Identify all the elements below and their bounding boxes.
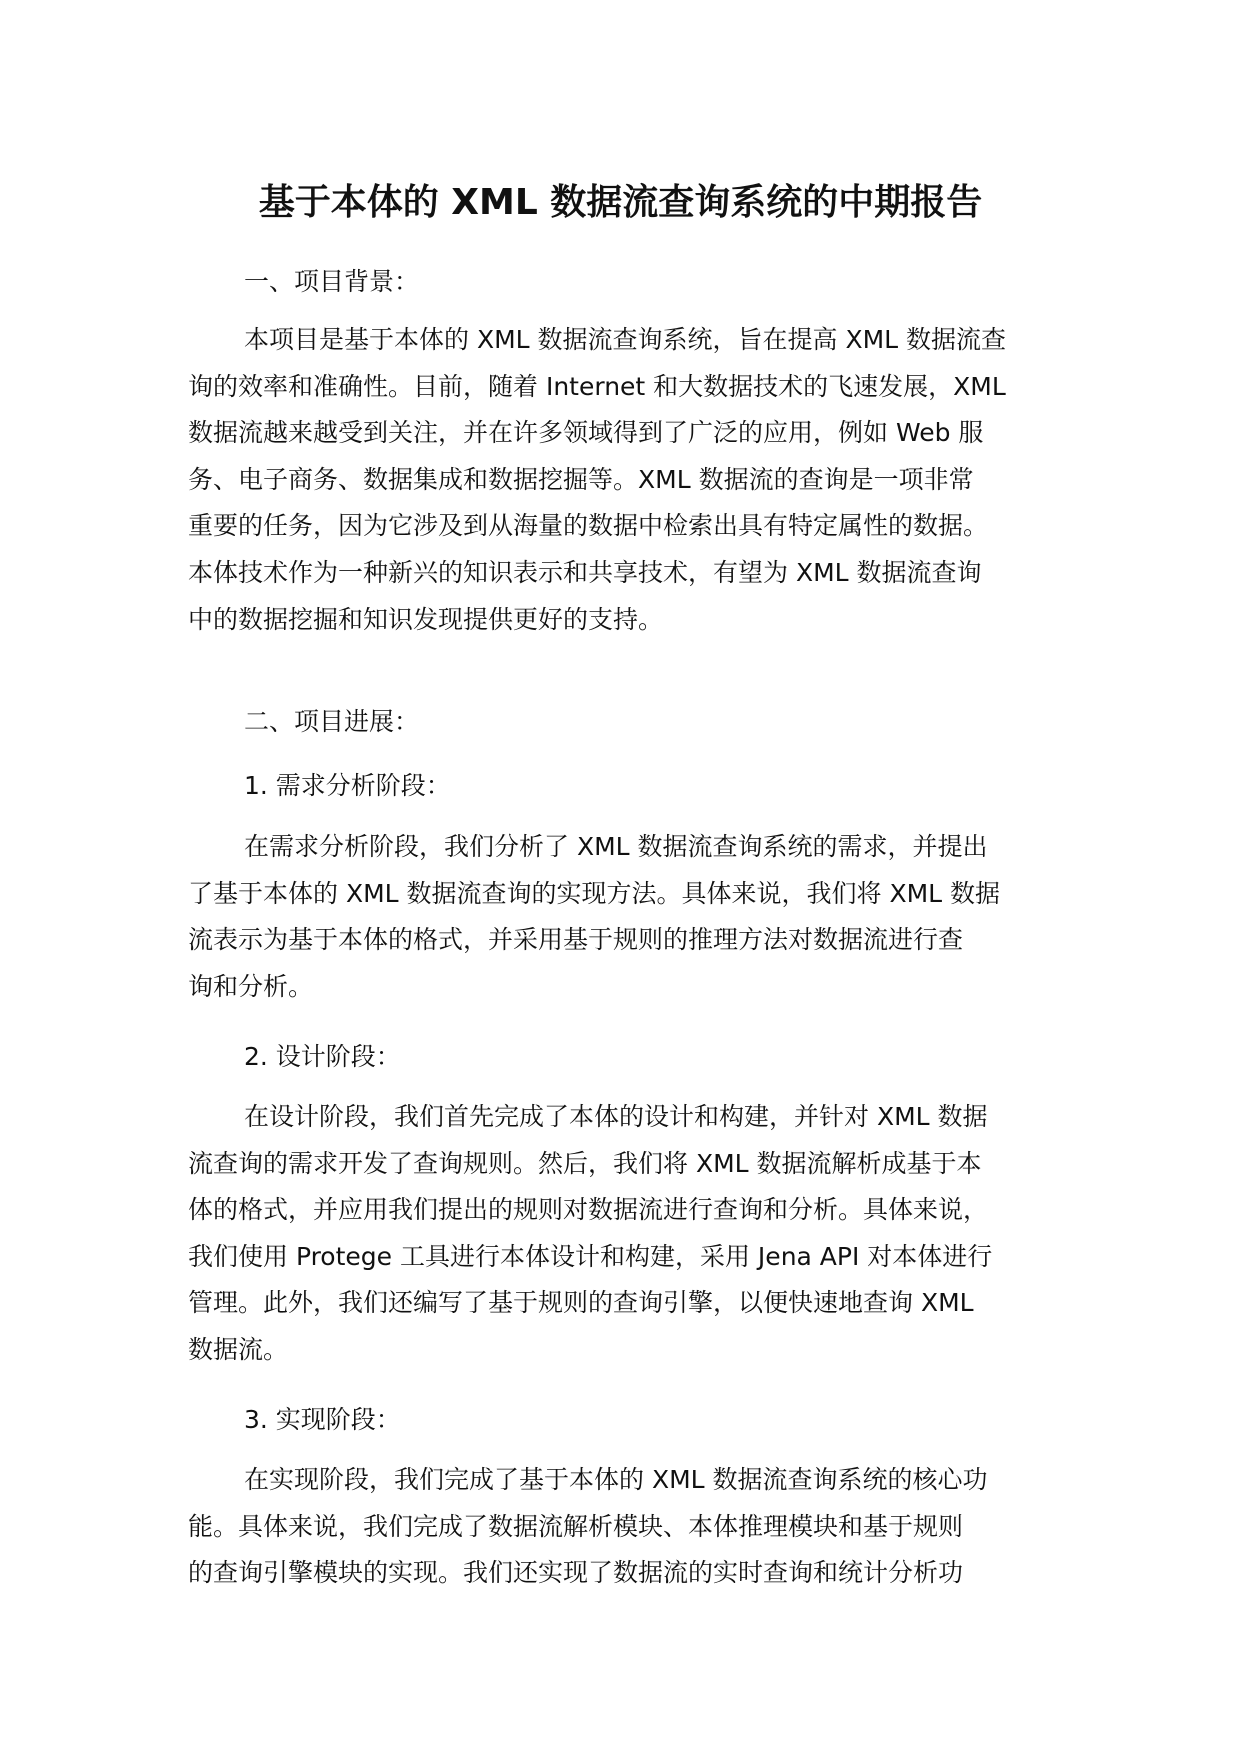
paragraph-line: 在设计阶段，我们首先完成了本体的设计和构建，并针对 XML 数据	[244, 1102, 988, 1131]
paragraph-line: 数据流。	[188, 1334, 289, 1364]
stage-heading-requirements: 1. 需求分析阶段：	[244, 771, 451, 800]
paragraph-design	[188, 1094, 1088, 1374]
paragraph-line: 重要的任务，因为它涉及到从海量的数据中检索出具有特定属性的数据。	[188, 511, 989, 541]
stage-heading-implementation: 3. 实现阶段：	[244, 1405, 401, 1434]
paragraph-line: 在实现阶段，我们完成了基于本体的 XML 数据流查询系统的核心功	[244, 1465, 988, 1494]
paragraph-line: 体的格式，并应用我们提出的规则对数据流进行查询和分析。具体来说，	[188, 1195, 989, 1225]
paragraph-line: 询的效率和准确性。目前，随着 Internet 和大数据技术的飞速发展，XML	[188, 371, 1006, 401]
stage-heading-design: 2. 设计阶段：	[244, 1042, 401, 1071]
paragraph-line: 流表示为基于本体的格式，并采用基于规则的推理方法对数据流进行查	[188, 925, 964, 955]
paragraph-line: 了基于本体的 XML 数据流查询的实现方法。具体来说，我们将 XML 数据	[188, 878, 1001, 908]
section-heading-progress: 二、项目进展：	[244, 707, 420, 736]
paragraph-line: 在需求分析阶段，我们分析了 XML 数据流查询系统的需求，并提出	[244, 832, 988, 861]
paragraph-line: 数据流越来越受到关注，并在许多领域得到了广泛的应用，例如 Web 服	[188, 418, 984, 448]
paragraph-line: 的查询引擎模块的实现。我们还实现了数据流的实时查询和统计分析功	[188, 1558, 964, 1588]
paragraph-line: 询和分析。	[188, 971, 314, 1001]
paragraph-background	[188, 317, 1088, 643]
paragraph-line: 本项目是基于本体的 XML 数据流查询系统，旨在提高 XML 数据流查	[244, 325, 1007, 354]
document-title: 基于本体的 XML 数据流查询系统的中期报告	[258, 182, 983, 223]
paragraph-line: 本体技术作为一种新兴的知识表示和共享技术，有望为 XML 数据流查询	[188, 557, 982, 587]
paragraph-line: 管理。此外，我们还编写了基于规则的查询引擎，以便快速地查询 XML	[188, 1288, 974, 1318]
paragraph-line: 务、电子商务、数据集成和数据挖掘等。XML 数据流的查询是一项非常	[188, 464, 974, 494]
paragraph-line: 我们使用 Protege 工具进行本体设计和构建，采用 Jena API 对本体进行	[188, 1241, 993, 1271]
section-heading-background: 一、项目背景：	[244, 267, 420, 296]
paragraph-line: 中的数据挖掘和知识发现提供更好的支持。	[188, 604, 664, 634]
paragraph-line: 流查询的需求开发了查询规则。然后，我们将 XML 数据流解析成基于本	[188, 1148, 982, 1178]
paragraph-implementation	[188, 1457, 1088, 1597]
paragraph-requirements	[188, 824, 1088, 1010]
paragraph-line: 能。具体来说，我们完成了数据流解析模块、本体推理模块和基于规则	[188, 1511, 964, 1541]
